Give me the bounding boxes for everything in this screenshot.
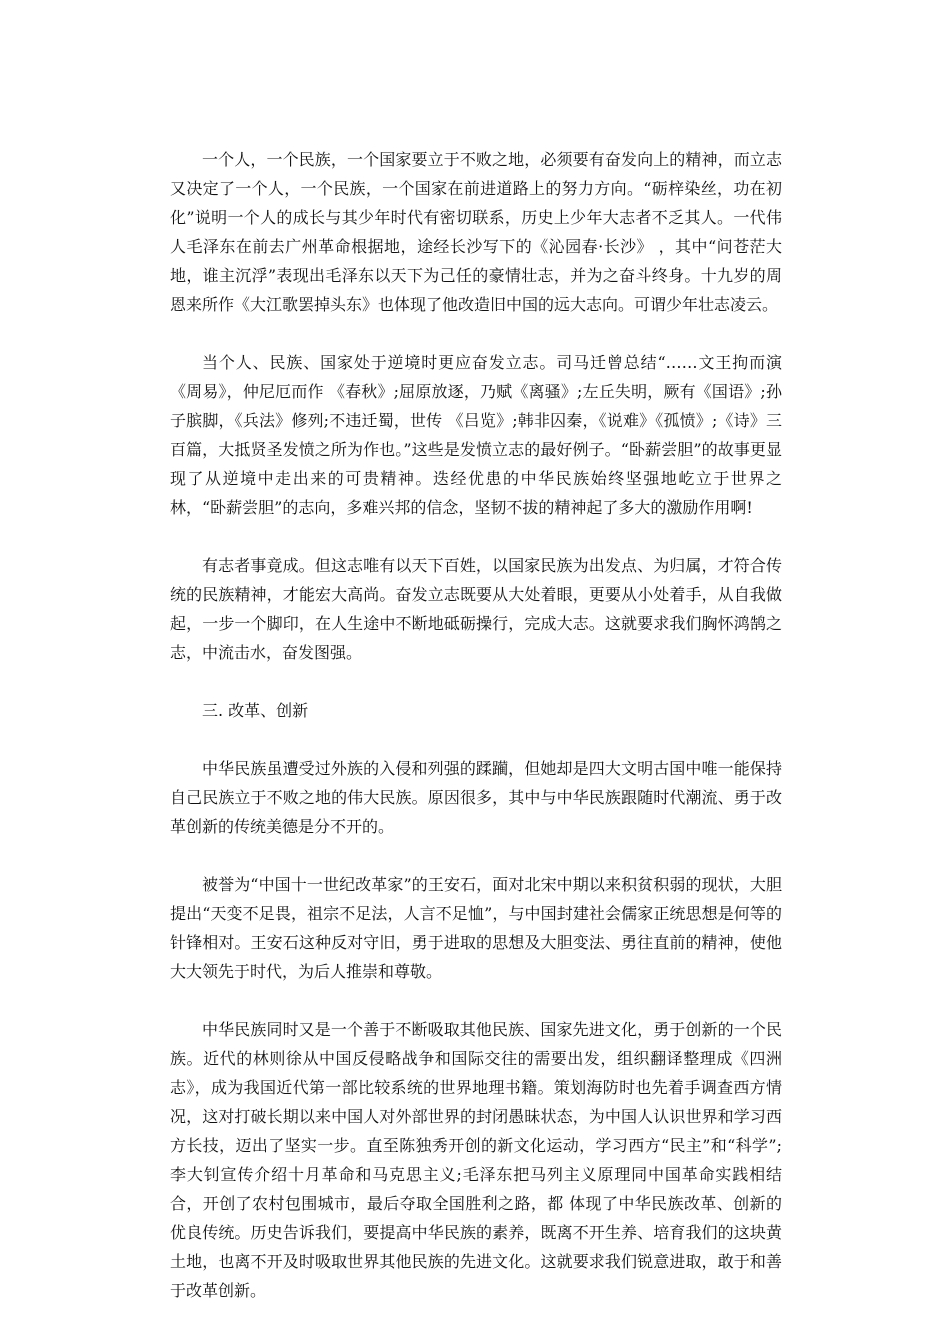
section-heading-reform-innovation: 三. 改革、创新 <box>202 701 309 720</box>
paragraph-chinese-nation: 中华民族虽遭受过外族的入侵和列强的蹂躏，但她却是四大文明古国中唯一能保持自己民族立于不败之地的伟大民族。原因很多，其中与中华民族跟随时代潮流、勇于改革创新的传统美德是分不开的。 <box>170 759 782 836</box>
document-body <box>170 145 782 1334</box>
paragraph-ambition-achieved: 有志者事竟成。但这志唯有以天下百姓，以国家民族为出发点、为归属，才符合传统的民族精神，才能宏大高尚。奋发立志既要从大处着眼，更要从小处着手，从自我做起，一步一个脚印，在人生途中不断地砥砺操行，完成大志。这就要求我们胸怀鸿鹄之志，中流击水，奋发图强。 <box>170 556 782 662</box>
paragraph-adversity: 当个人、民族、国家处于逆境时更应奋发立志。司马迁曾总结“……文王拘而演《周易》，仲尼厄而作 《春秋》;屈原放逐，乃赋《离骚》;左丘失明，厥有《国语》;孙子膑脚，《兵法》修列;不违迁蜀，世传 《吕览》;韩非囚秦，《说难》《孤愤》;《诗》三百篇，大抵贤圣发愤之所为作也。”这些是发愤立志的最好例子。“卧薪尝胆”的故事更显现了从逆境中走出来的可贵精神。迭经优患的中华民族始终坚强地屹立于世界之林，“卧薪尝胆”的志向，多难兴邦的信念，坚韧不拔的精神起了多大的激励作用啊! <box>170 353 782 517</box>
paragraph-aspiration-youth: 一个人，一个民族，一个国家要立于不败之地，必须要有奋发向上的精神，而立志又决定了一个人，一个民族，一个国家在前进道路上的努力方向。“砺梓染丝，功在初化”说明一个人的成长与其少年时代有密切联系，历史上少年大志者不乏其人。一代伟人毛泽东在前去广州革命根据地，途经长沙写下的《沁园春·长沙》 ，其中“问苍茫大地，谁主沉浮”表现出毛泽东以天下为己任的豪情壮志，并为之奋斗终身。十九岁的周恩来所作《大江歌罢掉头东》也体现了他改造旧中国的远大志向。可谓少年壮志凌云。 <box>170 150 782 314</box>
paragraph-wang-anshi: 被誉为“中国十一世纪改革家”的王安石，面对北宋中期以来积贫积弱的现状，大胆提出“天变不足畏，祖宗不足法，人言不足恤”，与中国封建社会儒家正统思想是何等的针锋相对。王安石这种反对守旧，勇于进取的思想及大胆变法、勇往直前的精神，使他大大领先于时代，为后人推崇和尊敬。 <box>170 875 782 981</box>
paragraph-learning-others: 中华民族同时又是一个善于不断吸取其他民族、国家先进文化，勇于创新的一个民族。近代的林则徐从中国反侵略战争和国际交往的需要出发，组织翻译整理成《四洲志》，成为我国近代第一部比较系统的世界地理书籍。策划海防时也先着手调查西方情况，这对打破长期以来中国人对外部世界的封闭愚昧状态，为中国人认识世界和学习西方长技，迈出了坚实一步。直至陈独秀开创的新文化运动，学习西方“民主”和“科学”;李大钊宣传介绍十月革命和马克思主义;毛泽东把马列主义原理同中国革命实践相结合，开创了农村包围城市，最后夺取全国胜利之路，都 体现了中华民族改革、创新的优良传统。历史告诉我们，要提高中华民族的素养，既离不开生养、培育我们的这块黄土地，也离不开及时吸取世界其他民族的先进文化。这就要求我们锐意进取，敢于和善于改革创新。 <box>170 1020 782 1300</box>
